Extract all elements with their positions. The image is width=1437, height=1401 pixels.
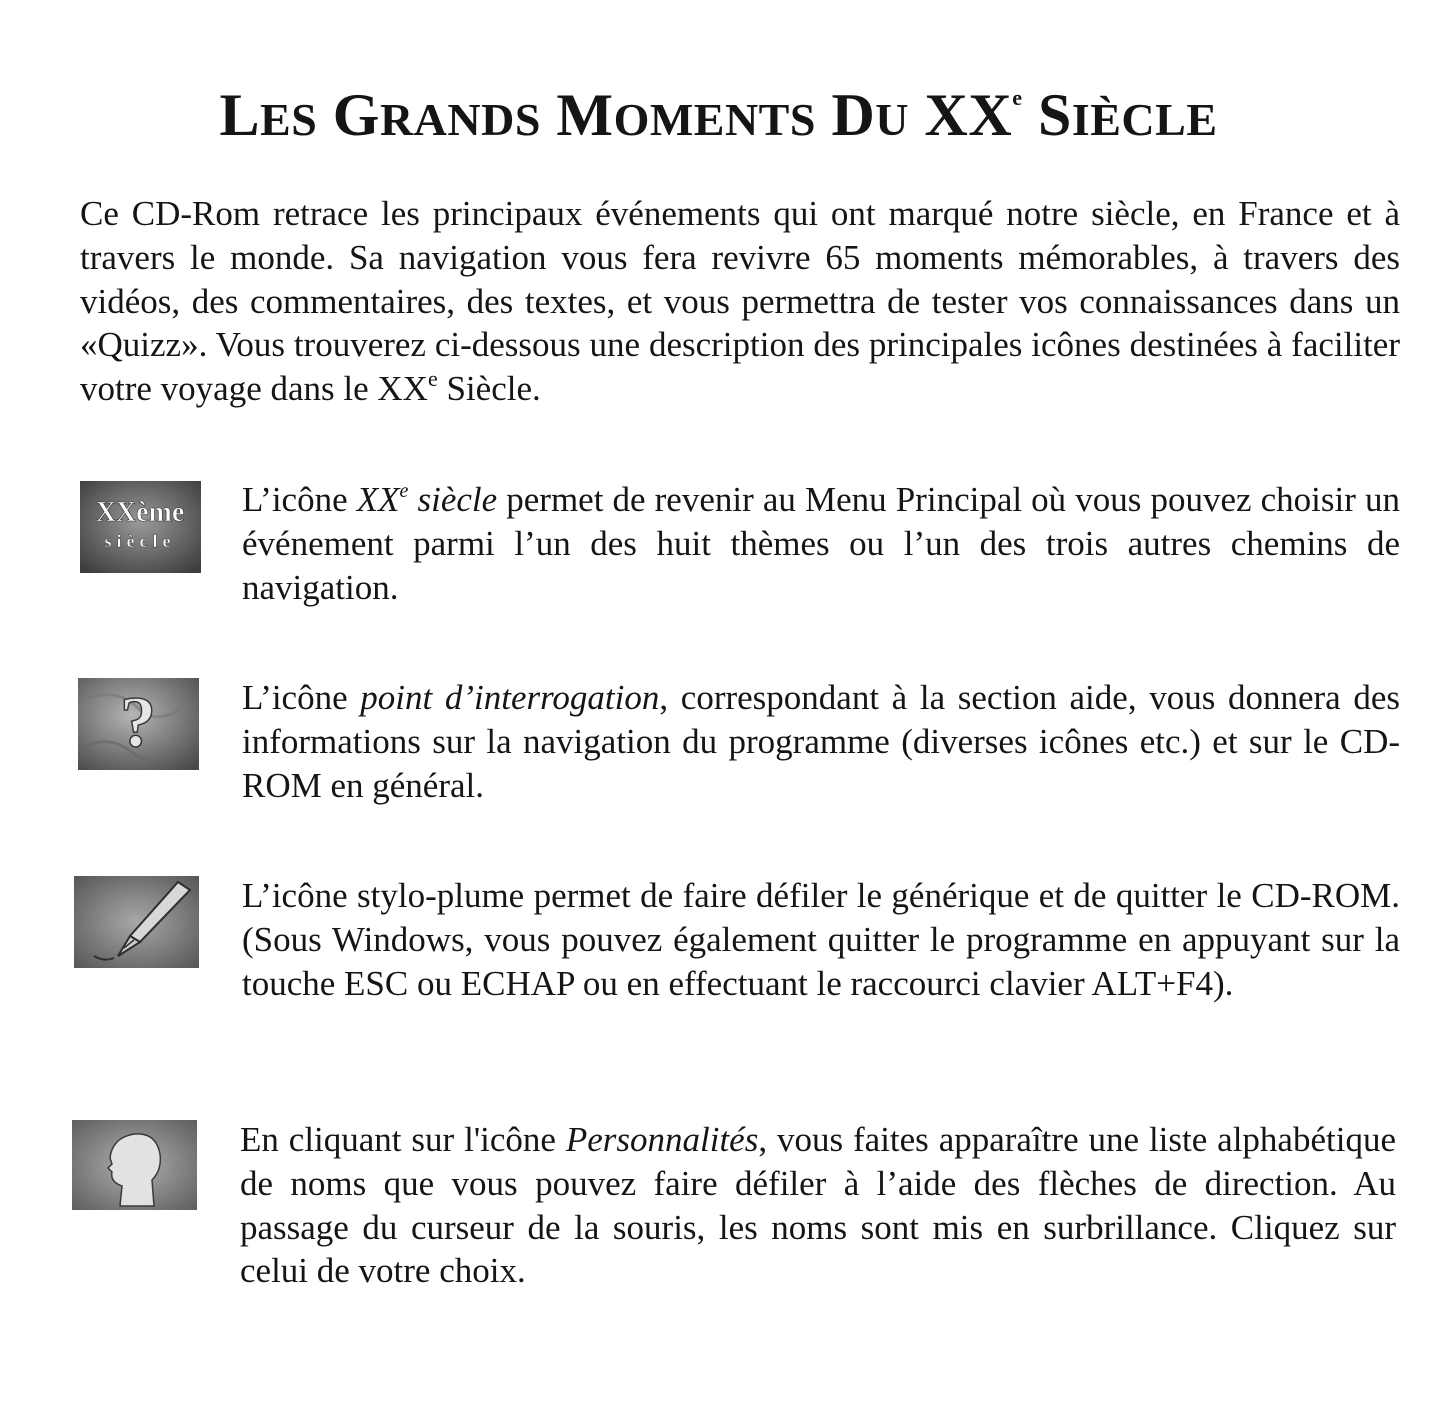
- intro-paragraph: [80, 192, 1400, 411]
- fountain-pen-icon: [74, 876, 199, 968]
- icon-xxeme-label: XXème: [95, 497, 185, 528]
- item-3-text: L’icône stylo-plume permet de faire défiler le générique et de quitter le CD-ROM. (Sous Windows, vous pouvez également quitter le programme en appuyant sur la touche ESC ou ECHAP ou en effectuant le raccourci clavier ALT+F4).: [242, 876, 1400, 1003]
- item-4-em: Personnalités: [565, 1120, 759, 1159]
- xxeme-siecle-icon: [80, 481, 201, 573]
- svg-text:?: ?: [120, 682, 156, 762]
- item-2-text: , correspondant à la section aide, vous donnera des informations sur la navigation du programme (diverses icônes etc.) et sur le CD-ROM en général.: [242, 678, 1400, 805]
- title-oments: OMENTS: [613, 94, 816, 145]
- title-u: U: [875, 94, 910, 145]
- title-sup-e: e: [1012, 85, 1023, 110]
- item-1-em2: siècle: [408, 480, 498, 519]
- item-personalities-description: [240, 1118, 1396, 1293]
- title-es: ES: [260, 94, 318, 145]
- title-xx: XX: [924, 82, 1013, 148]
- title-m: M: [556, 82, 614, 148]
- title-l: L: [219, 82, 261, 148]
- title-d: D: [831, 82, 876, 148]
- item-1-text: permet de revenir au Menu Principal où vous pouvez choisir un événement parmi l’un des huit thèmes ou l’un des trois autres chemins de navigation.: [242, 480, 1400, 607]
- item-xxeme-description: [242, 478, 1400, 609]
- icon-siecle-label: siècle: [104, 531, 176, 551]
- item-pen-description: [242, 874, 1400, 1005]
- question-mark-icon: [78, 678, 199, 770]
- intro-sup: e: [427, 366, 438, 392]
- intro-end: Siècle.: [437, 369, 541, 409]
- item-2-em: point d’interrogation: [360, 678, 660, 717]
- title-s: S: [1037, 82, 1072, 148]
- item-4-text: , vous faites apparaître une liste alphabétique de noms que vous pouvez faire défiler à l’aide des flèches de direction. Au passage du curseur de la souris, les noms sont mis en surbrillance. Cliquez sur celui de votre choix.: [240, 1120, 1396, 1291]
- item-2-prefix: L’icône: [242, 678, 361, 717]
- item-1-em: XX: [356, 480, 400, 519]
- item-1-prefix: L’icône: [242, 480, 357, 519]
- item-1-em-sup: e: [399, 480, 409, 502]
- intro-text: Ce CD-Rom retrace les principaux événements qui ont marqué notre siècle, en France et à travers le monde. Sa navigation vous fera revivre 65 moments mémorables, à travers des vidéos, des commentaires, des textes, et vous permettra de tester vos connaissances dans un «Quizz». Vous trouverez ci-dessous une description des principales icônes destinées à faciliter votre voyage dans le XX: [80, 194, 1400, 409]
- title-rands: RANDS: [379, 94, 541, 145]
- title-iecle: IÈCLE: [1071, 94, 1218, 145]
- item-4-prefix: En cliquant sur l'icône: [240, 1120, 566, 1159]
- personality-profile-icon: [72, 1120, 197, 1210]
- page-title: [0, 58, 1437, 160]
- item-help-description: [242, 676, 1400, 807]
- title-g: G: [332, 82, 380, 148]
